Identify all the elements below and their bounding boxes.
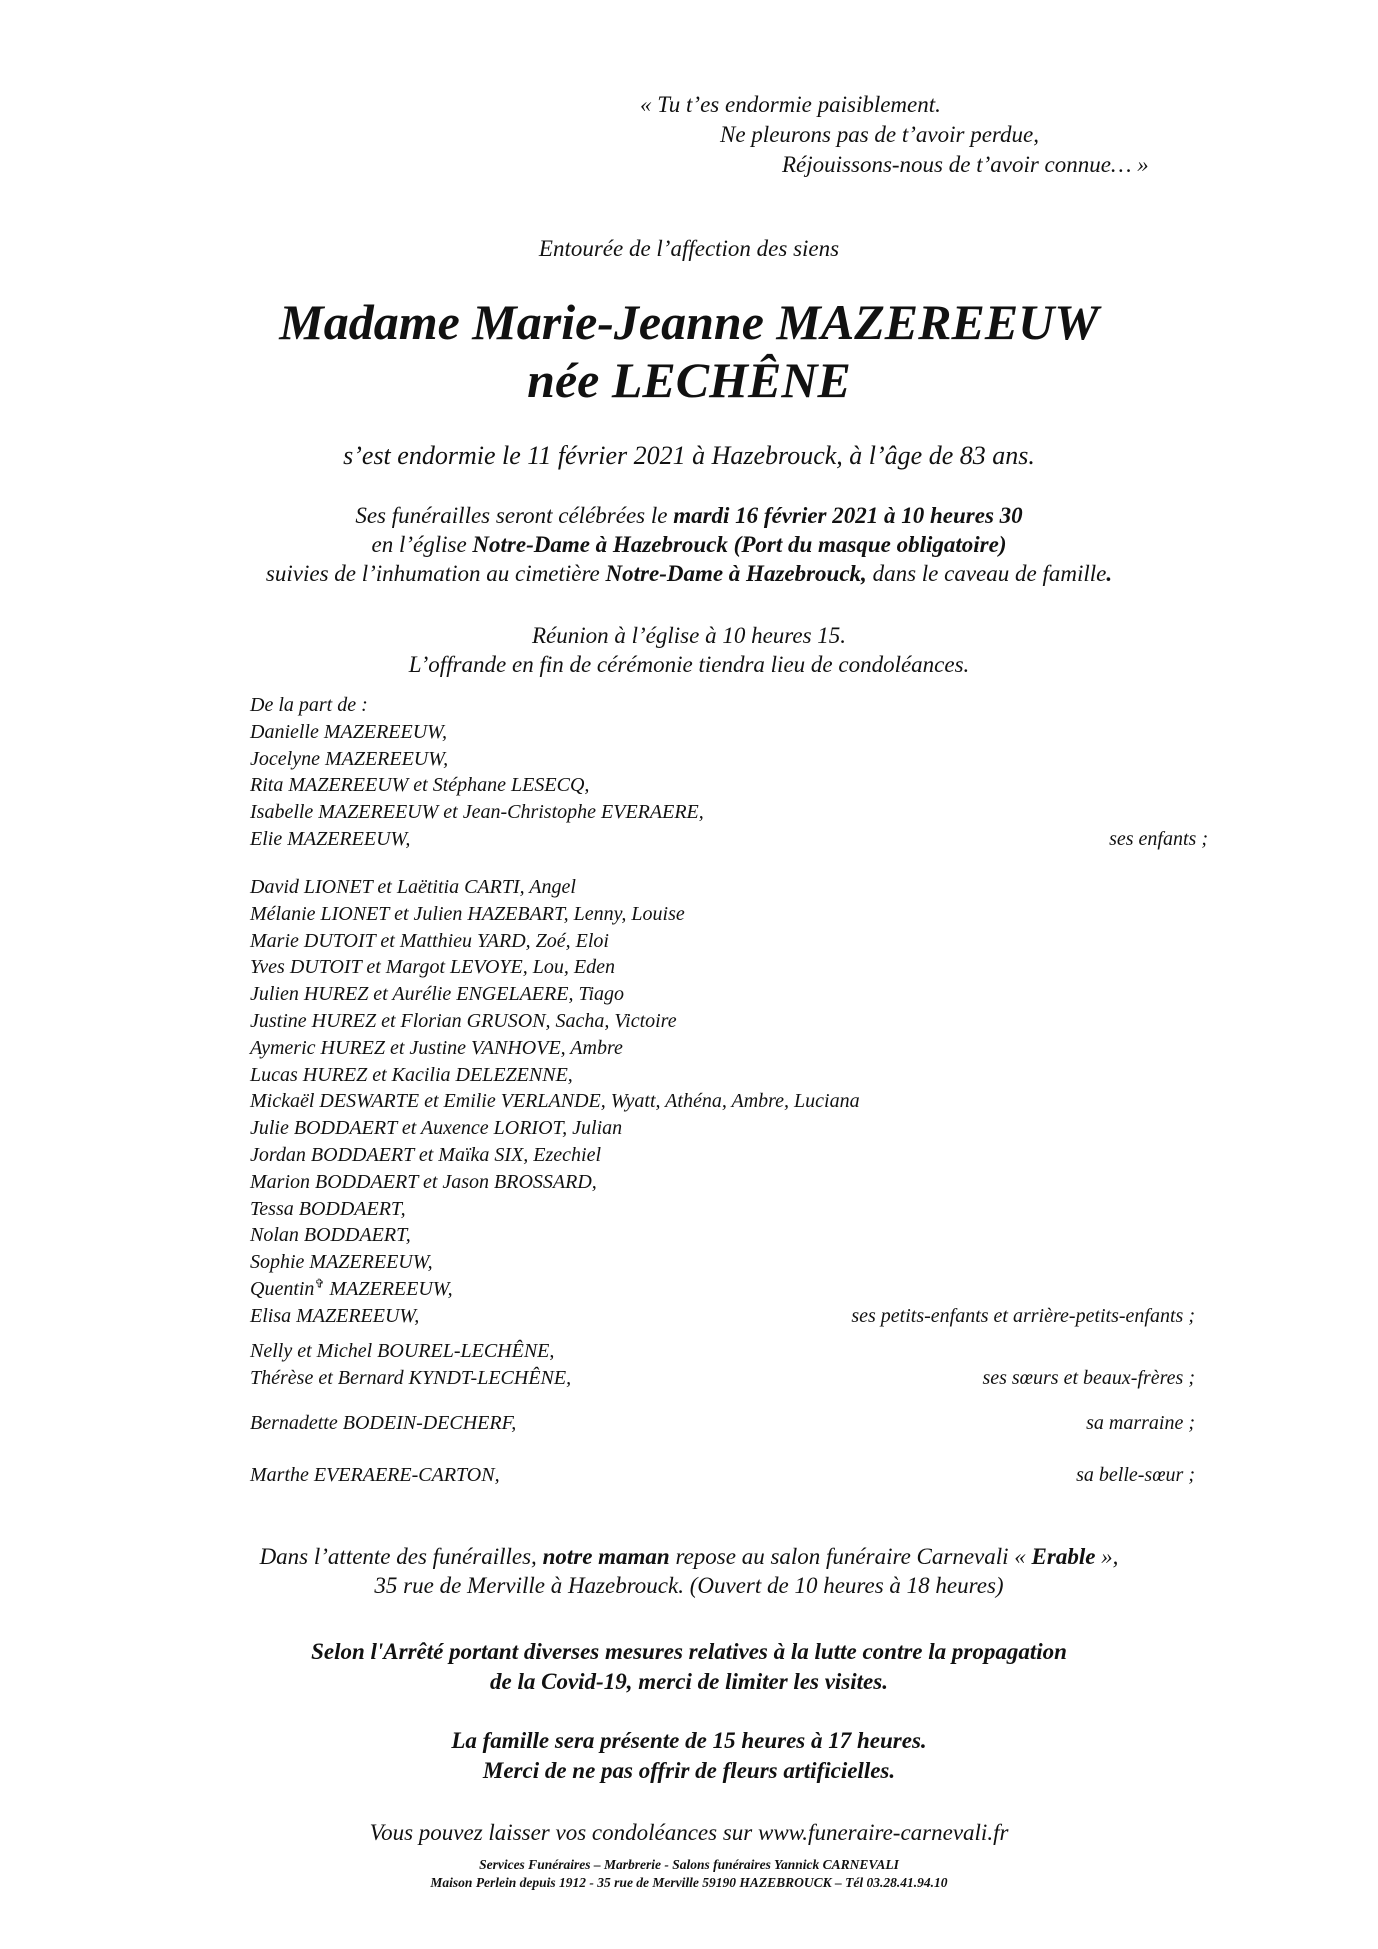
list-item: Julien HUREZ et Aurélie ENGELAERE, Tiago	[250, 983, 625, 1006]
relation-label: sa belle-sœur ;	[1076, 1464, 1195, 1486]
list-item: Danielle MAZEREEUW,	[250, 720, 448, 743]
covid-notice	[0, 1637, 1378, 1697]
visits-notice	[0, 1726, 1378, 1786]
list-item	[250, 1410, 1195, 1437]
family-name: MAZEREEUW,	[324, 1277, 453, 1300]
poem-line-1: « Tu t’es endormie paisiblement.	[640, 92, 941, 117]
visits-line-2: Merci de ne pas offrir de fleurs artificielles.	[482, 1758, 896, 1783]
family-name: Bernadette BODEIN-DECHERF,	[250, 1412, 517, 1434]
list-item: Nolan BODDAERT,	[250, 1224, 411, 1247]
relation-label: ses sœurs et beaux-frères ;	[982, 1366, 1195, 1389]
family-children	[250, 692, 1210, 853]
family-siblings	[250, 1338, 1195, 1392]
deceased-name: Madame Marie-Jeanne MAZEREEUW	[279, 294, 1099, 350]
funeral-line-2	[0, 530, 1378, 559]
list-item: Justine HUREZ et Florian GRUSON, Sacha, Victoire	[250, 1009, 677, 1032]
list-item: Nelly et Michel BOUREL-LECHÊNE,	[250, 1340, 555, 1362]
salon-room-name: Erable	[1031, 1544, 1096, 1569]
family-name: Marthe EVERAERE-CARTON,	[250, 1464, 500, 1486]
family-godmother	[250, 1410, 1195, 1437]
footer	[0, 1856, 1378, 1892]
list-item: Marion BODDAERT et Jason BROSSARD,	[250, 1170, 597, 1193]
list-item: Aymeric HUREZ et Justine VANHOVE, Ambre	[250, 1036, 623, 1059]
list-item: Lucas HUREZ et Kacilia DELEZENNE,	[250, 1063, 573, 1086]
list-item: Jocelyne MAZEREEUW,	[250, 747, 449, 770]
list-item: Mickaël DESWARTE et Emilie VERLANDE, Wyatt, Athéna, Ambre, Luciana	[250, 1090, 860, 1113]
list-item	[250, 1303, 1195, 1330]
list-item	[250, 1365, 1195, 1392]
salon-highlight: notre maman	[542, 1544, 670, 1569]
death-notice: s’est endormie le 11 février 2021 à Hazebrouck, à l’âge de 83 ans.	[343, 441, 1035, 470]
funeral-details	[0, 501, 1378, 588]
family-name: Thérèse et Bernard KYNDT-LECHÊNE,	[250, 1366, 572, 1389]
footer-line-2: Maison Perlein depuis 1912 - 35 rue de Merville 59190 HAZEBROUCK – Tél 03.28.41.94.10	[430, 1875, 948, 1890]
funeral-line-3	[0, 559, 1378, 588]
list-item: Tessa BODDAERT,	[250, 1197, 406, 1220]
family-header: De la part de :	[250, 694, 368, 716]
reunion-line-1: Réunion à l’église à 10 heures 15.	[531, 623, 847, 648]
list-item: Jordan BODDAERT et Maïka SIX, Ezechiel	[250, 1143, 602, 1166]
reunion-block	[0, 621, 1378, 679]
list-item: Rita MAZEREEUW et Stéphane LESECQ,	[250, 774, 590, 797]
salon-line-1	[0, 1542, 1378, 1571]
list-item: Julie BODDAERT et Auxence LORIOT, Julian	[250, 1117, 623, 1140]
poem-line-3: Réjouissons-nous de t’avoir connue… »	[782, 152, 1149, 177]
list-item	[250, 826, 1210, 853]
family-grandchildren	[250, 874, 1195, 1330]
relation-label: sa marraine ;	[1086, 1412, 1195, 1434]
footer-line-1: Services Funéraires – Marbrerie - Salons funéraires Yannick CARNEVALI	[479, 1857, 899, 1872]
poem-quote	[640, 90, 1200, 180]
relation-label: ses petits-enfants et arrière-petits-enfants ;	[851, 1304, 1195, 1327]
list-item: Marie DUTOIT et Matthieu YARD, Zoé, Eloi	[250, 929, 609, 952]
funeral-period: .	[1106, 561, 1113, 586]
funeral-church: Notre-Dame à Hazebrouck (Port du masque obligatoire)	[472, 532, 1007, 557]
list-item: Mélanie LIONET et Julien HAZEBART, Lenny, Louise	[250, 902, 685, 925]
visits-line-1: La famille sera présente de 15 heures à 17 heures.	[451, 1728, 927, 1753]
deceased-name-block	[0, 293, 1378, 409]
poem-line-2: Ne pleurons pas de t’avoir perdue,	[720, 122, 1039, 147]
list-item: Isabelle MAZEREEUW et Jean-Christophe EVERAERE,	[250, 801, 704, 824]
funeral-text: Ses funérailles seront célébrées le	[355, 503, 674, 528]
list-item	[250, 1462, 1195, 1489]
salon-text: Dans l’attente des funérailles,	[259, 1544, 543, 1569]
salon-info	[0, 1542, 1378, 1600]
funeral-line-1	[0, 501, 1378, 530]
family-sister-in-law	[250, 1462, 1195, 1489]
salon-text: repose au salon funéraire Carnevali «	[669, 1544, 1032, 1569]
funeral-date: mardi 16 février 2021 à 10 heures 30	[673, 503, 1023, 528]
list-item: Yves DUTOIT et Margot LEVOYE, Lou, Eden	[250, 956, 615, 979]
funeral-text: en l’église	[371, 532, 473, 557]
family-name: Elie MAZEREEUW,	[250, 827, 411, 850]
list-item	[250, 1276, 1195, 1303]
cross-icon: ✞	[314, 1276, 325, 1291]
salon-line-2: 35 rue de Merville à Hazebrouck. (Ouvert de 10 heures à 18 heures)	[374, 1573, 1004, 1598]
reunion-line-2: L’offrande en fin de cérémonie tiendra lieu de condoléances.	[408, 652, 970, 677]
condolences-notice: Vous pouvez laisser vos condoléances sur www.funeraire-carnevali.fr	[369, 1820, 1009, 1845]
family-name: Elisa MAZEREEUW,	[250, 1304, 420, 1327]
deceased-maiden-name: née LECHÊNE	[527, 352, 851, 408]
relation-label: ses enfants ;	[1109, 827, 1208, 850]
funeral-text: dans le caveau de famille	[866, 561, 1107, 586]
funeral-text: suivies de l’inhumation au cimetière	[265, 561, 606, 586]
covid-line-1: Selon l'Arrêté portant diverses mesures relatives à la lutte contre la propagation	[311, 1639, 1067, 1664]
family-name: Quentin	[250, 1277, 315, 1300]
funeral-cemetery: Notre-Dame à Hazebrouck,	[605, 561, 867, 586]
intro-text: Entourée de l’affection des siens	[538, 236, 840, 261]
salon-text: »,	[1095, 1544, 1119, 1569]
covid-line-2: de la Covid-19, merci de limiter les visites.	[490, 1669, 888, 1694]
list-item: Sophie MAZEREEUW,	[250, 1251, 433, 1274]
list-item: David LIONET et Laëtitia CARTI, Angel	[250, 876, 576, 898]
